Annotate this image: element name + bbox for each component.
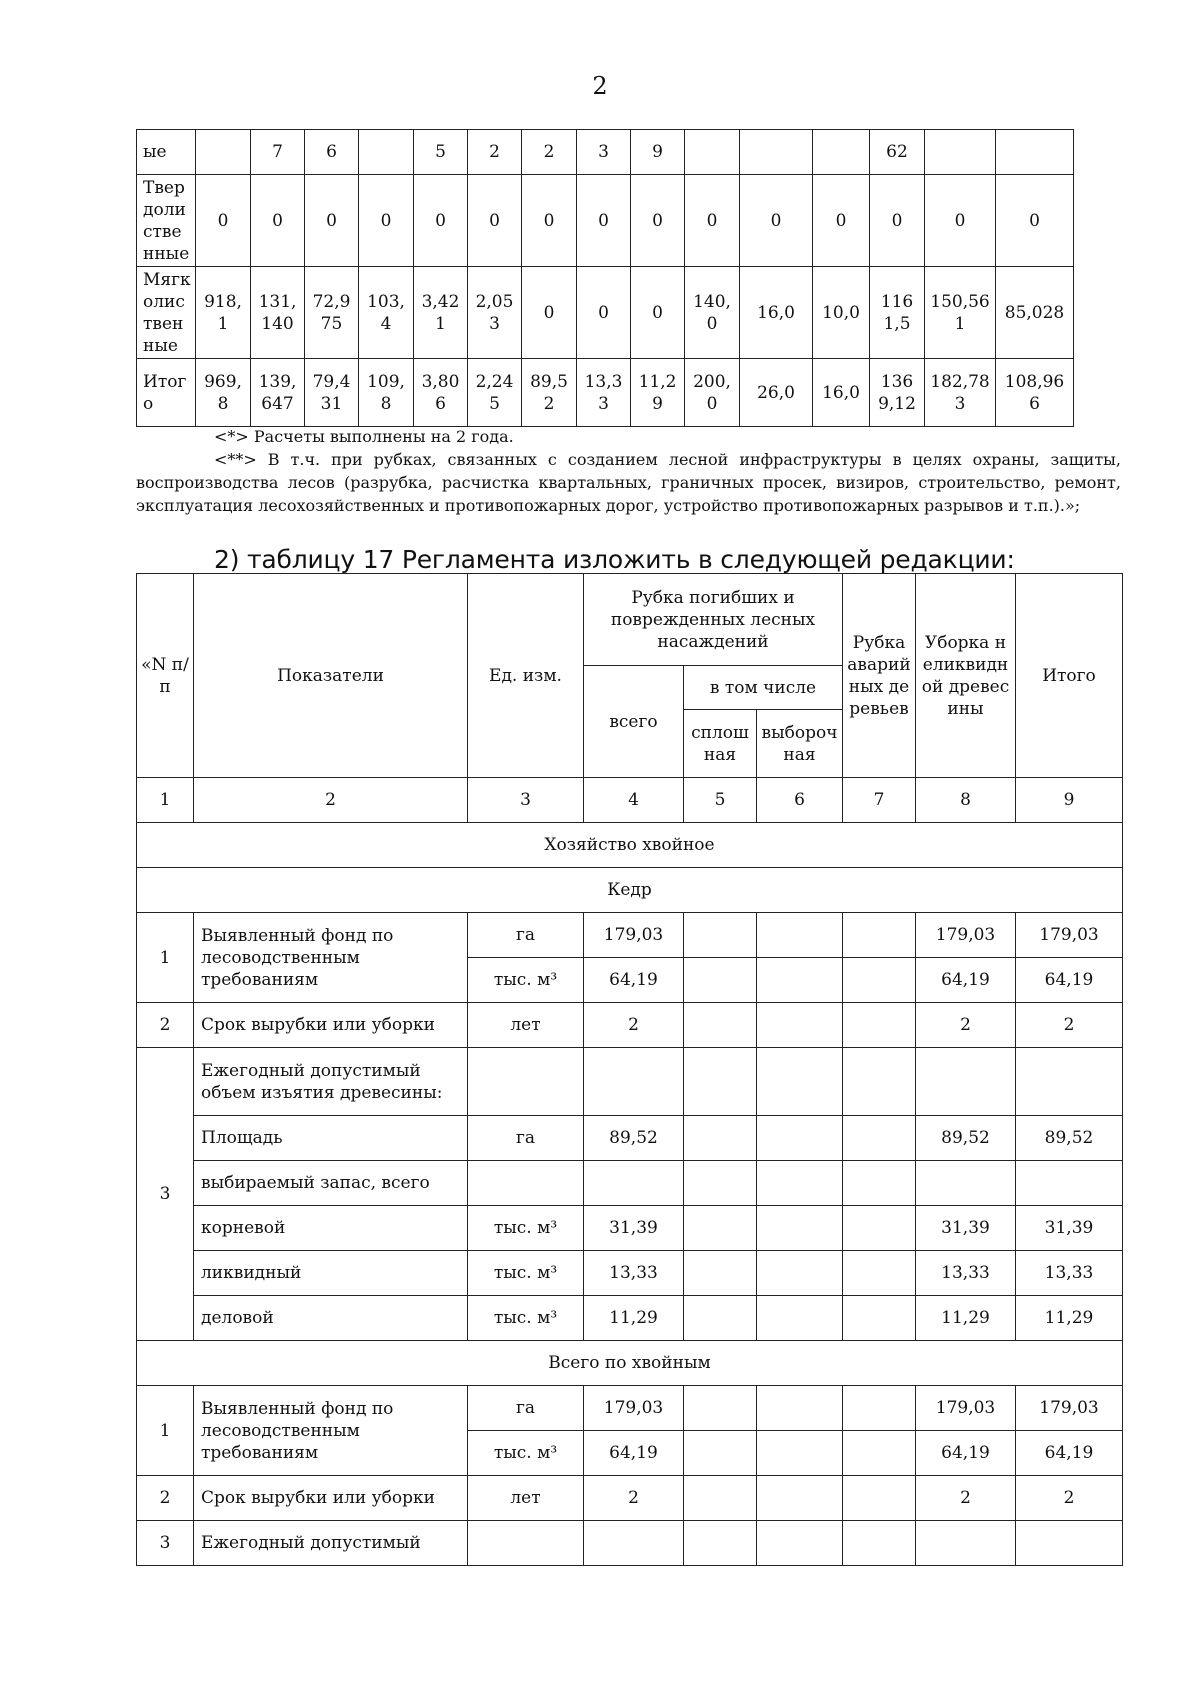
value-cell [196, 130, 251, 175]
value-cell: 6 [305, 130, 359, 175]
row-num: 2 [137, 1476, 194, 1521]
value-cell: 0 [305, 175, 359, 267]
row-label: Итого [137, 359, 196, 427]
row-num: 3 [137, 1048, 194, 1341]
empty-cell [684, 1386, 757, 1431]
value-cell: 0 [631, 175, 685, 267]
empty-cell [1016, 1521, 1123, 1566]
empty-cell [584, 1521, 684, 1566]
value-cell [359, 130, 414, 175]
unit-cell: лет [468, 1003, 584, 1048]
value-cell: 179,03 [916, 913, 1016, 958]
footnote-1: <*> Расчеты выполнены на 2 года. [214, 427, 514, 446]
empty-cell [843, 1476, 916, 1521]
value-cell [996, 130, 1074, 175]
empty-cell [684, 1161, 757, 1206]
value-cell: 26,0 [740, 359, 813, 427]
value-cell: 0 [196, 175, 251, 267]
row-label: Выявленный фонд по лесоводственным требованиям [194, 913, 468, 1003]
row-label: Срок вырубки или уборки [194, 1476, 468, 1521]
value-cell: 969,8 [196, 359, 251, 427]
header-selective: выборочная [757, 710, 843, 778]
header-total-sub: всего [584, 666, 684, 778]
unit-cell: лет [468, 1476, 584, 1521]
value-cell: 0 [522, 267, 577, 359]
value-cell: 64,19 [1016, 1431, 1123, 1476]
value-cell: 11,29 [631, 359, 685, 427]
value-cell: 179,03 [1016, 1386, 1123, 1431]
unit-cell: тыс. м³ [468, 1431, 584, 1476]
value-cell: 0 [468, 175, 522, 267]
value-cell: 13,33 [916, 1251, 1016, 1296]
value-cell: 0 [359, 175, 414, 267]
value-cell: 918,1 [196, 267, 251, 359]
value-cell: 1161,5 [870, 267, 925, 359]
value-cell: 179,03 [584, 1386, 684, 1431]
row-num: 1 [137, 1386, 194, 1476]
value-cell: 89,52 [584, 1116, 684, 1161]
empty-cell [468, 1521, 584, 1566]
value-cell: 182,783 [925, 359, 996, 427]
header-dead-stands: Рубка погибших и поврежденных лесных насаждений [584, 574, 843, 666]
col-number: 7 [843, 778, 916, 823]
value-cell: 0 [522, 175, 577, 267]
value-cell: 179,03 [584, 913, 684, 958]
header-clear: сплошная [684, 710, 757, 778]
row-label: ые [137, 130, 196, 175]
value-cell: 2 [468, 130, 522, 175]
value-cell: 2,245 [468, 359, 522, 427]
value-cell: 0 [577, 267, 631, 359]
empty-cell [684, 1251, 757, 1296]
empty-cell [757, 1521, 843, 1566]
empty-cell [468, 1161, 584, 1206]
value-cell: 31,39 [584, 1206, 684, 1251]
empty-cell [843, 1206, 916, 1251]
value-cell: 1369,12 [870, 359, 925, 427]
value-cell: 0 [925, 175, 996, 267]
unit-cell: тыс. м³ [468, 1206, 584, 1251]
value-cell: 64,19 [916, 958, 1016, 1003]
value-cell: 89,52 [522, 359, 577, 427]
section-cedar: Кедр [137, 868, 1123, 913]
value-cell [813, 130, 870, 175]
value-cell: 11,29 [1016, 1296, 1123, 1341]
header-num: «N п/п [137, 574, 194, 778]
value-cell: 2 [1016, 1476, 1123, 1521]
section-conifer: Хозяйство хвойное [137, 823, 1123, 868]
continued-table-body [137, 130, 1074, 427]
empty-cell [757, 1386, 843, 1431]
value-cell: 2 [916, 1003, 1016, 1048]
empty-cell [843, 913, 916, 958]
table-17 [136, 573, 1123, 1566]
value-cell: 140,0 [685, 267, 740, 359]
row-label: Мягколиственные [137, 267, 196, 359]
value-cell: 0 [251, 175, 305, 267]
value-cell: 11,29 [916, 1296, 1016, 1341]
row-label: Выявленный фонд по лесоводственным требованиям [194, 1386, 468, 1476]
value-cell: 0 [414, 175, 468, 267]
empty-cell [757, 913, 843, 958]
value-cell: 13,33 [577, 359, 631, 427]
col-number: 4 [584, 778, 684, 823]
value-cell: 103,4 [359, 267, 414, 359]
row-label: Твердолиственные [137, 175, 196, 267]
empty-cell [843, 1161, 916, 1206]
value-cell: 64,19 [584, 1431, 684, 1476]
value-cell: 3 [577, 130, 631, 175]
empty-cell [584, 1048, 684, 1116]
value-cell: 9 [631, 130, 685, 175]
value-cell: 31,39 [916, 1206, 1016, 1251]
empty-cell [843, 1386, 916, 1431]
footnote-2: <**> В т.ч. при рубках, связанных с созданием лесной инфраструктуры в целях охраны, защиты, воспроизводства лесов (разрубка, расчистка квартальных, граничных просек, визиров, строительство, ремонт, эксплуатация лесохозяйственных и противопожарных дорог, устройство противопожарных разрывов и т.п.).»; [136, 450, 1121, 515]
page-number: 2 [592, 72, 608, 100]
row-label: ликвидный [194, 1251, 468, 1296]
row-label: Ежегодный допустимый [194, 1521, 468, 1566]
value-cell: 3,806 [414, 359, 468, 427]
value-cell: 2 [1016, 1003, 1123, 1048]
col-number: 6 [757, 778, 843, 823]
value-cell: 13,33 [1016, 1251, 1123, 1296]
value-cell: 0 [685, 175, 740, 267]
value-cell: 89,52 [916, 1116, 1016, 1161]
section-heading: 2) таблицу 17 Регламента изложить в следующей редакции: [214, 545, 1015, 574]
value-cell: 64,19 [916, 1431, 1016, 1476]
table-row [137, 359, 1074, 427]
empty-cell [757, 1251, 843, 1296]
empty-cell [916, 1521, 1016, 1566]
value-cell: 0 [813, 175, 870, 267]
value-cell: 79,431 [305, 359, 359, 427]
col-number: 2 [194, 778, 468, 823]
value-cell: 131,140 [251, 267, 305, 359]
value-cell: 11,29 [584, 1296, 684, 1341]
value-cell: 64,19 [584, 958, 684, 1003]
value-cell: 179,03 [1016, 913, 1123, 958]
value-cell: 16,0 [740, 267, 813, 359]
empty-cell [843, 1251, 916, 1296]
empty-cell [684, 913, 757, 958]
unit-cell: га [468, 913, 584, 958]
empty-cell [757, 1161, 843, 1206]
value-cell: 7 [251, 130, 305, 175]
row-label: Срок вырубки или уборки [194, 1003, 468, 1048]
value-cell: 2,053 [468, 267, 522, 359]
value-cell: 16,0 [813, 359, 870, 427]
value-cell [685, 130, 740, 175]
unit-cell: га [468, 1116, 584, 1161]
value-cell [740, 130, 813, 175]
empty-cell [843, 1431, 916, 1476]
empty-cell [684, 1296, 757, 1341]
empty-cell [757, 1206, 843, 1251]
value-cell: 108,966 [996, 359, 1074, 427]
header-emergency: Рубка аварийных деревьев [843, 574, 916, 778]
empty-cell [684, 1116, 757, 1161]
value-cell: 85,028 [996, 267, 1074, 359]
row-label: Площадь [194, 1116, 468, 1161]
row-num: 1 [137, 913, 194, 1003]
empty-cell [843, 1296, 916, 1341]
row-num: 2 [137, 1003, 194, 1048]
empty-cell [757, 1048, 843, 1116]
value-cell: 3,421 [414, 267, 468, 359]
col-number: 5 [684, 778, 757, 823]
empty-cell [468, 1048, 584, 1116]
col-number: 8 [916, 778, 1016, 823]
col-number: 9 [1016, 778, 1123, 823]
header-illiquid: Уборка неликвидной древесины [916, 574, 1016, 778]
empty-cell [843, 958, 916, 1003]
value-cell: 179,03 [916, 1386, 1016, 1431]
value-cell: 200,0 [685, 359, 740, 427]
value-cell: 64,19 [1016, 958, 1123, 1003]
row-num: 3 [137, 1521, 194, 1566]
header-total: Итого [1016, 574, 1123, 778]
row-label: корневой [194, 1206, 468, 1251]
unit-cell: га [468, 1386, 584, 1431]
value-cell: 109,8 [359, 359, 414, 427]
value-cell: 10,0 [813, 267, 870, 359]
table-row [137, 130, 1074, 175]
value-cell: 62 [870, 130, 925, 175]
unit-cell: тыс. м³ [468, 958, 584, 1003]
empty-cell [684, 1521, 757, 1566]
value-cell [925, 130, 996, 175]
value-cell: 0 [740, 175, 813, 267]
continued-table [136, 129, 1074, 427]
value-cell: 139,647 [251, 359, 305, 427]
empty-cell [684, 958, 757, 1003]
value-cell: 0 [631, 267, 685, 359]
empty-cell [757, 958, 843, 1003]
empty-cell [757, 1116, 843, 1161]
empty-cell [684, 1048, 757, 1116]
unit-cell: тыс. м³ [468, 1251, 584, 1296]
empty-cell [584, 1161, 684, 1206]
unit-cell: тыс. м³ [468, 1296, 584, 1341]
empty-cell [843, 1003, 916, 1048]
header-unit: Ед. изм. [468, 574, 584, 778]
empty-cell [757, 1476, 843, 1521]
row-label: деловой [194, 1296, 468, 1341]
value-cell: 89,52 [1016, 1116, 1123, 1161]
row-label: выбираемый запас, всего [194, 1161, 468, 1206]
header-including: в том числе [684, 666, 843, 710]
empty-cell [684, 1206, 757, 1251]
row-label: Ежегодный допустимый объем изъятия древесины: [194, 1048, 468, 1116]
empty-cell [684, 1431, 757, 1476]
table-row [137, 175, 1074, 267]
value-cell: 2 [584, 1476, 684, 1521]
empty-cell [843, 1048, 916, 1116]
table-row [137, 267, 1074, 359]
empty-cell [1016, 1048, 1123, 1116]
empty-cell [916, 1161, 1016, 1206]
col-number: 1 [137, 778, 194, 823]
empty-cell [757, 1003, 843, 1048]
empty-cell [757, 1296, 843, 1341]
value-cell: 2 [522, 130, 577, 175]
empty-cell [684, 1476, 757, 1521]
value-cell: 0 [577, 175, 631, 267]
value-cell: 0 [870, 175, 925, 267]
value-cell: 72,975 [305, 267, 359, 359]
value-cell: 0 [996, 175, 1074, 267]
empty-cell [843, 1521, 916, 1566]
empty-cell [916, 1048, 1016, 1116]
value-cell: 2 [584, 1003, 684, 1048]
value-cell: 2 [916, 1476, 1016, 1521]
section-all-conifer: Всего по хвойным [137, 1341, 1123, 1386]
empty-cell [1016, 1161, 1123, 1206]
value-cell: 31,39 [1016, 1206, 1123, 1251]
col-number: 3 [468, 778, 584, 823]
empty-cell [757, 1431, 843, 1476]
value-cell: 5 [414, 130, 468, 175]
value-cell: 13,33 [584, 1251, 684, 1296]
empty-cell [684, 1003, 757, 1048]
value-cell: 150,561 [925, 267, 996, 359]
empty-cell [843, 1116, 916, 1161]
header-indicators: Показатели [194, 574, 468, 778]
